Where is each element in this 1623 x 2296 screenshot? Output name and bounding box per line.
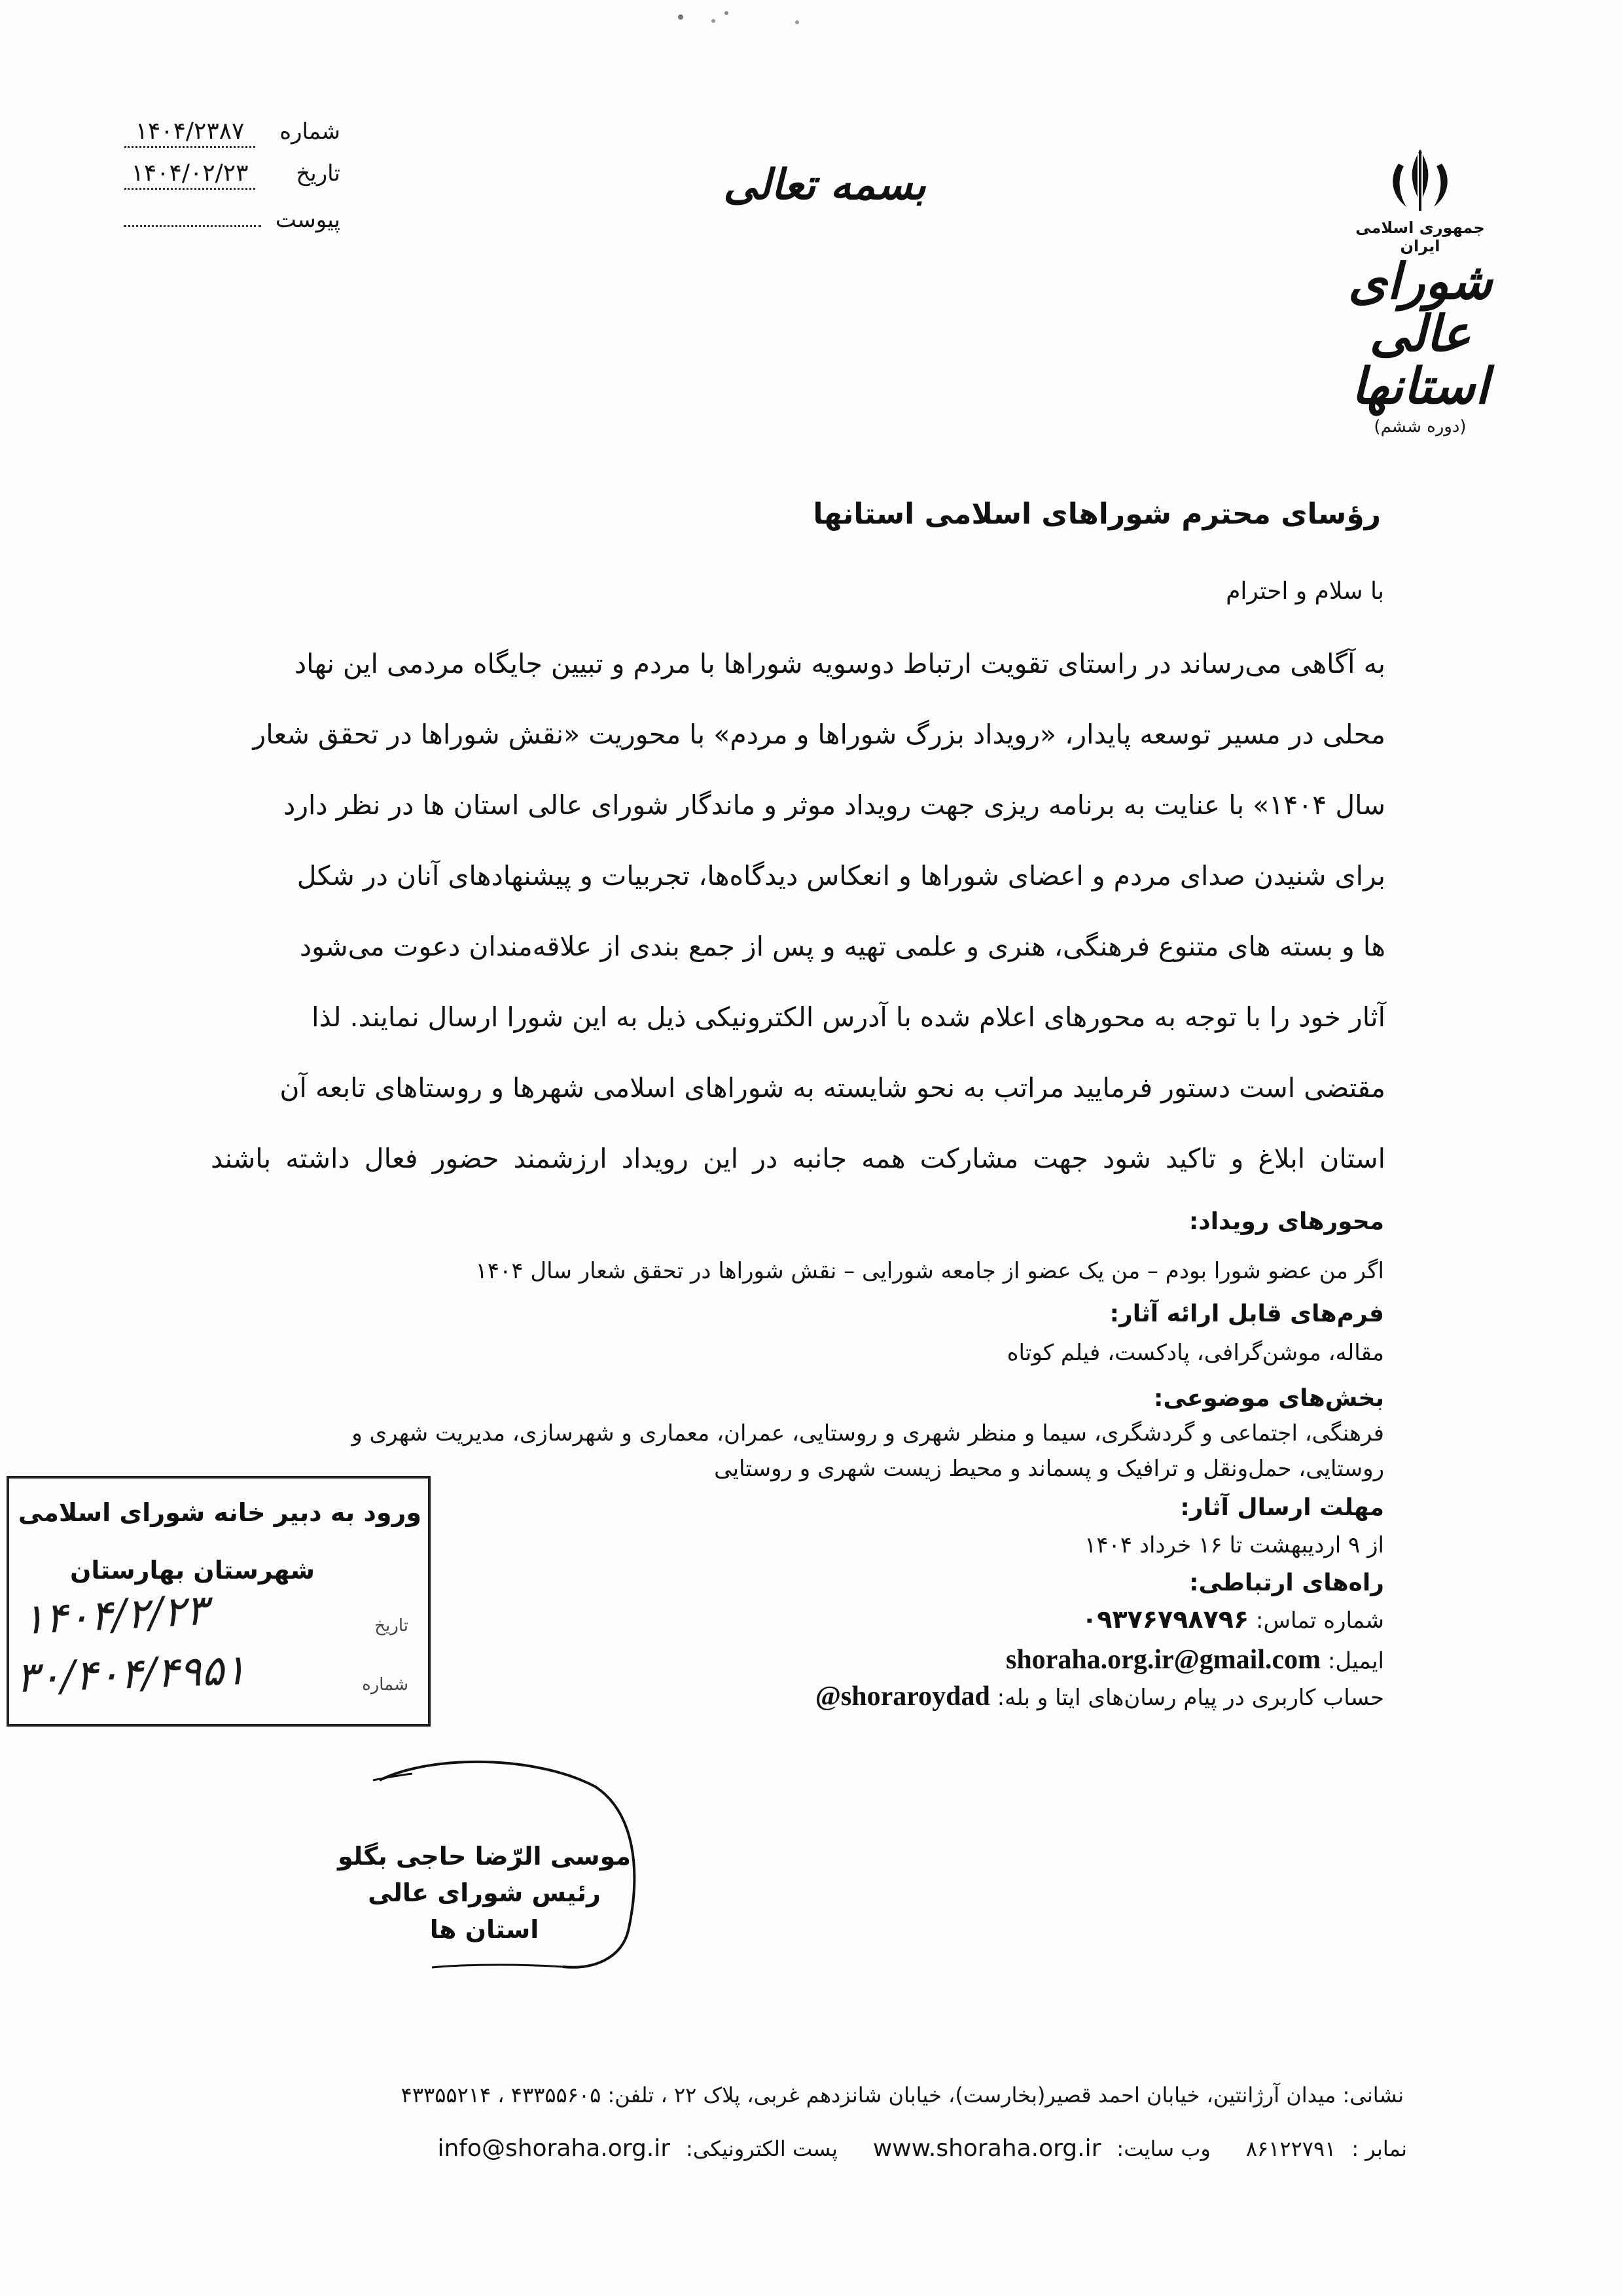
fax-value: ۸۶۱۲۲۷۹۱ [1245,2136,1336,2161]
meta-attachment-value [124,202,261,227]
stamp-line-2: شهرستان بهارستان [70,1556,315,1585]
fax-label: نمابر : [1351,2136,1407,2161]
greeting: با سلام و احترام [1226,578,1384,605]
recipient-heading: رؤسای محترم شوراهای اسلامی استانها [813,497,1381,531]
topics-line-2: روستایی، حمل‌ونقل و ترافیک و پسماند و محیط زیست شهری و روستایی [714,1456,1384,1482]
email-label: ایمیل: [1327,1648,1384,1674]
forms-text: مقاله، موشن‌گرافی، پادکست، فیلم کوتاه [1007,1340,1384,1366]
stamp-line-1: ورود به دبیر خانه شورای اسلامی [18,1498,421,1527]
meta-number-label: شماره [279,118,340,145]
stamp-handwritten-number: ۳۰/۴۰۴/۴۹۵۱ [14,1645,247,1703]
body-line: محلی در مسیر توسعه پایدار، «رویداد بزرگ شوراها و مردم» با محوریت «نقش شوراها در تحقق شعار [253,719,1385,750]
stamp-date-field: تاریخ [374,1616,408,1636]
letter-meta [124,118,340,233]
signatory-block [327,1838,641,1948]
footer-contact-row [236,2135,1407,2162]
footer-email-label: پست الکترونیکی: [686,2136,838,2161]
body-line: سال ۱۴۰۴» با عنایت به برنامه ریزی جهت رویداد موثر و ماندگار شورای عالی استان ها در نظر دارد [283,789,1385,821]
topics-title: بخش‌های موضوعی: [1154,1385,1384,1412]
contact-title: راه‌های ارتباطی: [1189,1570,1384,1596]
org-logo [1335,144,1505,437]
axes-text: اگر من عضو شورا بودم – من یک عضو از جامعه شورایی – نقش شوراها در تحقق شعار سال ۱۴۰۴ [475,1258,1384,1284]
deadline-title: مهلت ارسال آثار: [1180,1494,1384,1521]
deadline-text: از ۹ اردیبهشت تا ۱۶ خرداد ۱۴۰۴ [1084,1532,1384,1558]
phone-value: ۰۹۳۷۶۷۹۸۷۹۶ [1082,1605,1249,1634]
stamp-number-field: شماره [362,1675,408,1695]
logo-org-name: شورای عالی استانها [1347,252,1493,415]
footer-address: نشانی: میدان آرژانتین، خیابان احمد قصیر(بخارست)، خیابان شانزدهم غربی، پلاک ۲۲ ، تلفن: ۴۳۳۵۵۶۰۵ ، ۴۳۳۵۵۲۱۴ [401,2083,1404,2108]
body-line: مقتضی است دستور فرمایید مراتب به نحو شایسته به شوراهای اسلامی شهرها و روستاهای تابعه آن [279,1072,1385,1103]
body-line: به آگاهی می‌رساند در راستای تقویت ارتباط دوسویه شوراها با مردم و تبیین جایگاه مردمی این نهاد [294,648,1385,679]
meta-date-label: تاریخ [296,160,340,187]
axes-title: محورهای رویداد: [1188,1208,1384,1235]
account-value[interactable]: @shoraroydad [815,1681,990,1712]
footer-email-link[interactable]: info@shoraha.org.ir [437,2135,671,2162]
signatory-name: موسی الرّضا حاجی بگلو [338,1842,631,1871]
body-line: استان ابلاغ و تاکید شود جهت مشارکت همه جانبه در این رویداد ارزشمند حضور فعال داشته باشند [211,1143,1385,1174]
logo-period: (دوره ششم) [1374,417,1467,437]
email-value[interactable]: shoraha.org.ir@gmail.com [1005,1645,1321,1675]
signatory-title: رئیس شورای عالی استان ها [368,1878,601,1944]
received-stamp [7,1476,431,1727]
website-link[interactable]: www.shoraha.org.ir [872,2135,1101,2162]
account-label: حساب کاربری در پیام رسان‌های ایتا و بله: [997,1685,1384,1711]
website-label: وب سایت: [1116,2136,1211,2161]
body-line: برای شنیدن صدای مردم و اعضای شوراها و انعکاس دیدگاه‌ها، تجربیات و پیشنهادهای آنان در شکل [296,860,1385,891]
topics-line-1: فرهنگی، اجتماعی و گردشگری، سیما و منظر شهری و روستایی، عمران، معماری و شهرسازی، مدیریت شهری و [351,1420,1384,1446]
meta-number-row [124,118,340,148]
meta-attachment-label: پیوست [275,207,340,233]
bismillah: بسمه تعالی [723,160,926,209]
meta-attachment-row [124,202,340,233]
body-line: آثار خود را با توجه به محورهای اعلام شده با آدرس الکترونیکی ذیل به این شورا ارسال نمایند. لذا [312,1001,1385,1033]
meta-number-value: ۱۴۰۴/۲۳۸۷ [124,118,255,148]
scan-specks [668,4,825,30]
forms-title: فرم‌های قابل ارائه آثار: [1109,1300,1384,1327]
emblem-icon [1335,144,1505,219]
phone-label: شماره تماس: [1256,1607,1384,1634]
meta-date-row [124,160,340,190]
stamp-handwritten-date: ۱۴۰۴/۲/۲۳ [21,1586,209,1645]
letter-body [211,628,1385,1194]
meta-date-value: ۱۴۰۴/۰۲/۲۳ [124,160,255,190]
logo-country: جمهوری اسلامی ایران [1355,219,1485,255]
body-line: ها و بسته های متنوع فرهنگی، هنری و علمی تهیه و پس از جمع بندی از علاقه‌مندان دعوت می‌شود [299,931,1385,962]
